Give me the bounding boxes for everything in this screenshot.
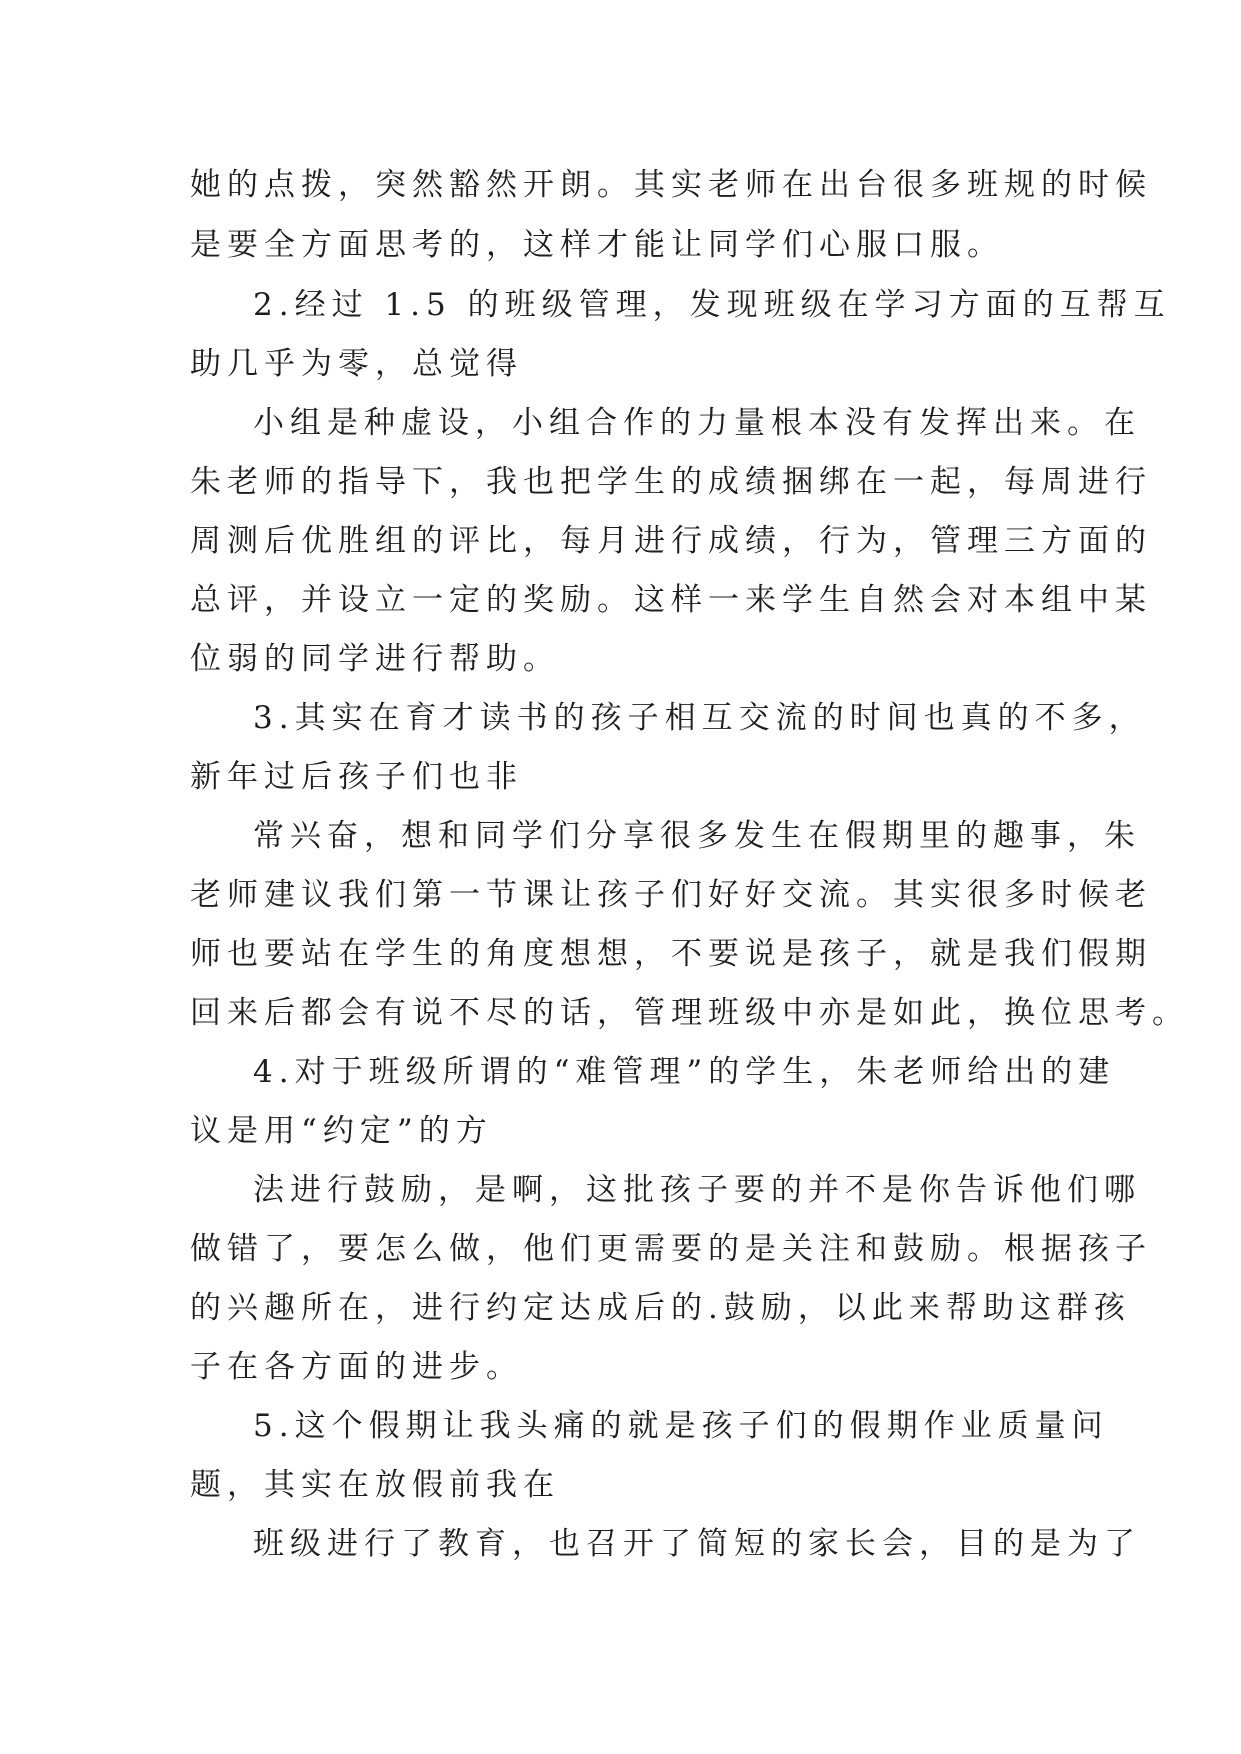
text-line: 的兴趣所在，进行约定达成后的.鼓励，以此来帮助这群孩 <box>190 1290 1131 1326</box>
text-line: 班级进行了教育，也召开了简短的家长会，目的是为了 <box>253 1526 1141 1562</box>
text-line: 师也要站在学生的角度想想，不要说是孩子，就是我们假期 <box>190 936 1152 972</box>
text-line: 常兴奋，想和同学们分享很多发生在假期里的趣事，朱 <box>253 818 1141 854</box>
text-line: 助几乎为零，总觉得 <box>190 346 523 382</box>
text-line: 4.对于班级所谓的“难管理”的学生，朱老师给出的建 <box>253 1054 1116 1090</box>
text-line: 3.其实在育才读书的孩子相互交流的时间也真的不多， <box>253 700 1146 736</box>
text-line: 回来后都会有说不尽的话，管理班级中亦是如此，换位思考。 <box>190 995 1189 1031</box>
text-line: 做错了，要怎么做，他们更需要的是关注和鼓励。根据孩子 <box>190 1231 1152 1267</box>
text-line: 新年过后孩子们也非 <box>190 759 523 795</box>
text-line: 题，其实在放假前我在 <box>190 1467 560 1503</box>
text-line: 子在各方面的进步。 <box>190 1349 523 1385</box>
text-line: 位弱的同学进行帮助。 <box>190 641 560 677</box>
text-line: 是要全方面思考的，这样才能让同学们心服口服。 <box>190 227 1004 263</box>
text-line: 法进行鼓励，是啊，这批孩子要的并不是你告诉他们哪 <box>253 1172 1141 1208</box>
text-line: 她的点拨，突然豁然开朗。其实老师在出台很多班规的时候 <box>190 167 1152 203</box>
text-line: 朱老师的指导下，我也把学生的成绩捆绑在一起，每周进行 <box>190 464 1152 500</box>
text-line: 2.经过 1.5 的班级管理，发现班级在学习方面的互帮互 <box>253 287 1171 323</box>
text-line: 总评，并设立一定的奖励。这样一来学生自然会对本组中某 <box>190 582 1152 618</box>
text-line: 老师建议我们第一节课让孩子们好好交流。其实很多时候老 <box>190 877 1152 913</box>
text-line: 周测后优胜组的评比，每月进行成绩，行为，管理三方面的 <box>190 523 1152 559</box>
text-line: 5.这个假期让我头痛的就是孩子们的假期作业质量问 <box>253 1408 1109 1444</box>
text-line: 议是用“约定”的方 <box>190 1113 493 1149</box>
text-line: 小组是种虚设，小组合作的力量根本没有发挥出来。在 <box>253 405 1141 441</box>
